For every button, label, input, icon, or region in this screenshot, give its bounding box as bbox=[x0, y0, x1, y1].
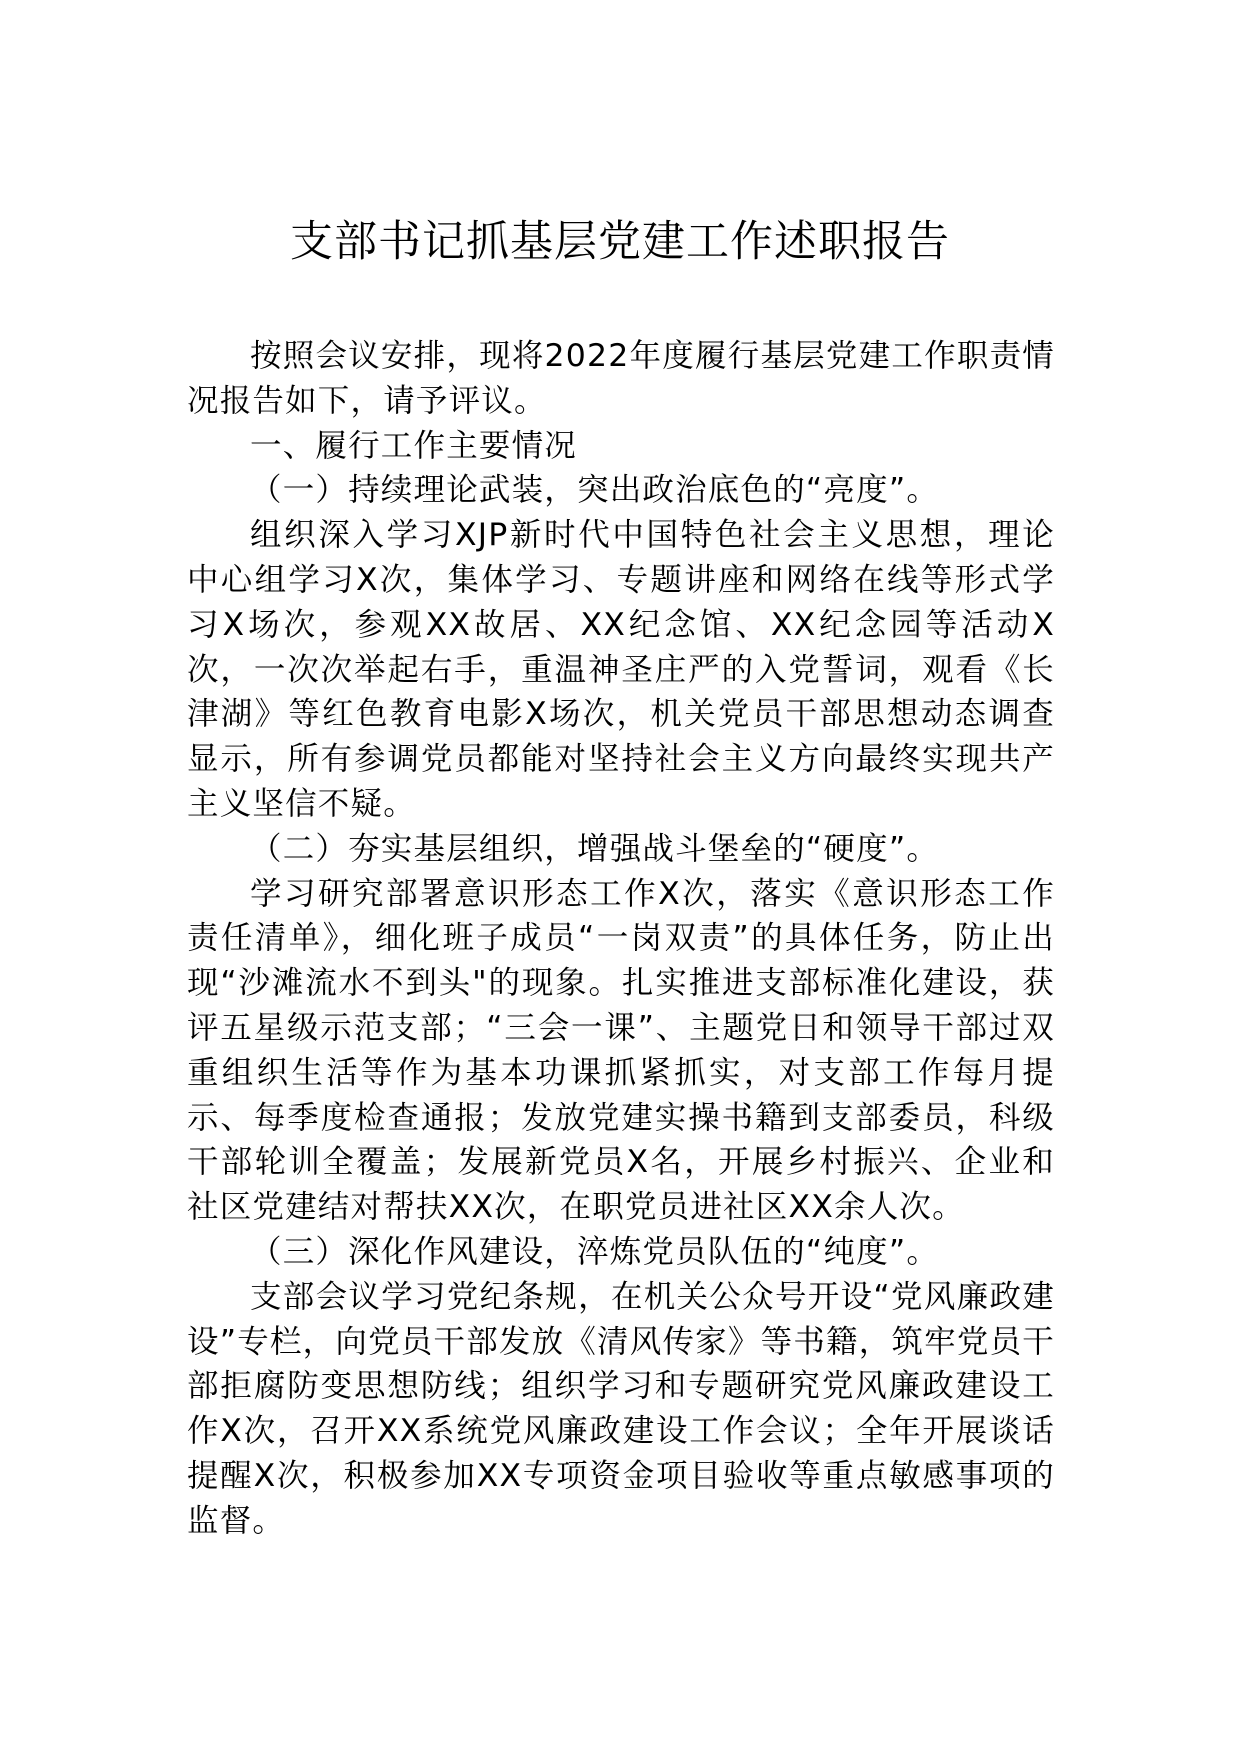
subsection-heading: （一）持续理论武装，突出政治底色的“亮度”。 bbox=[250, 472, 940, 509]
document-body bbox=[187, 334, 1055, 1544]
document-title: 支部书记抓基层党建工作述职报告 bbox=[290, 217, 950, 267]
body-paragraph: 组织深入学习XJP新时代中国特色社会主义思想，理论中心组学习X次，集体学习、专题讲座和网络在线等形式学习X场次，参观XX故居、XX纪念馆、XX纪念园等活动X次，一次次举起右手，重温神圣庄严的入党誓词，观看《长津湖》等红色教育电影X场次，机关党员干部思想动态调查显示，所有参调党员都能对坚持社会主义方向最终实现共产主义坚信不疑。 bbox=[187, 517, 1055, 822]
body-paragraph: 支部会议学习党纪条规，在机关公众号开设“党风廉政建设”专栏，向党员干部发放《清风传家》等书籍，筑牢党员干部拒腐防变思想防线；组织学习和专题研究党风廉政建设工作X次，召开XX系统党风廉政建设工作会议；全年开展谈话提醒X次，积极参加XX专项资金项目验收等重点敏感事项的监督。 bbox=[187, 1278, 1055, 1539]
body-paragraph: 学习研究部署意识形态工作X次，落实《意识形态工作责任清单》，细化班子成员“一岗双责”的具体任务，防止出现“沙滩流水不到头"的现象。扎实推进支部标准化建设，获评五星级示范支部；“三会一课”、主题党日和领导干部过双重组织生活等作为基本功课抓紧抓实，对支部工作每月提示、每季度检查通报；发放党建实操书籍到支部委员，科级干部轮训全覆盖；发展新党员X名，开展乡村振兴、企业和社区党建结对帮扶XX次，在职党员进社区XX余人次。 bbox=[187, 875, 1055, 1226]
intro-paragraph: 按照会议安排，现将2022年度履行基层党建工作职责情况报告如下，请予评议。 bbox=[187, 338, 1055, 419]
subsection-heading: （二）夯实基层组织，增强战斗堡垒的“硬度”。 bbox=[250, 830, 940, 867]
subsection-heading: （三）深化作风建设，淬炼党员队伍的“纯度”。 bbox=[250, 1233, 940, 1270]
section-heading: 一、履行工作主要情况 bbox=[250, 427, 578, 464]
